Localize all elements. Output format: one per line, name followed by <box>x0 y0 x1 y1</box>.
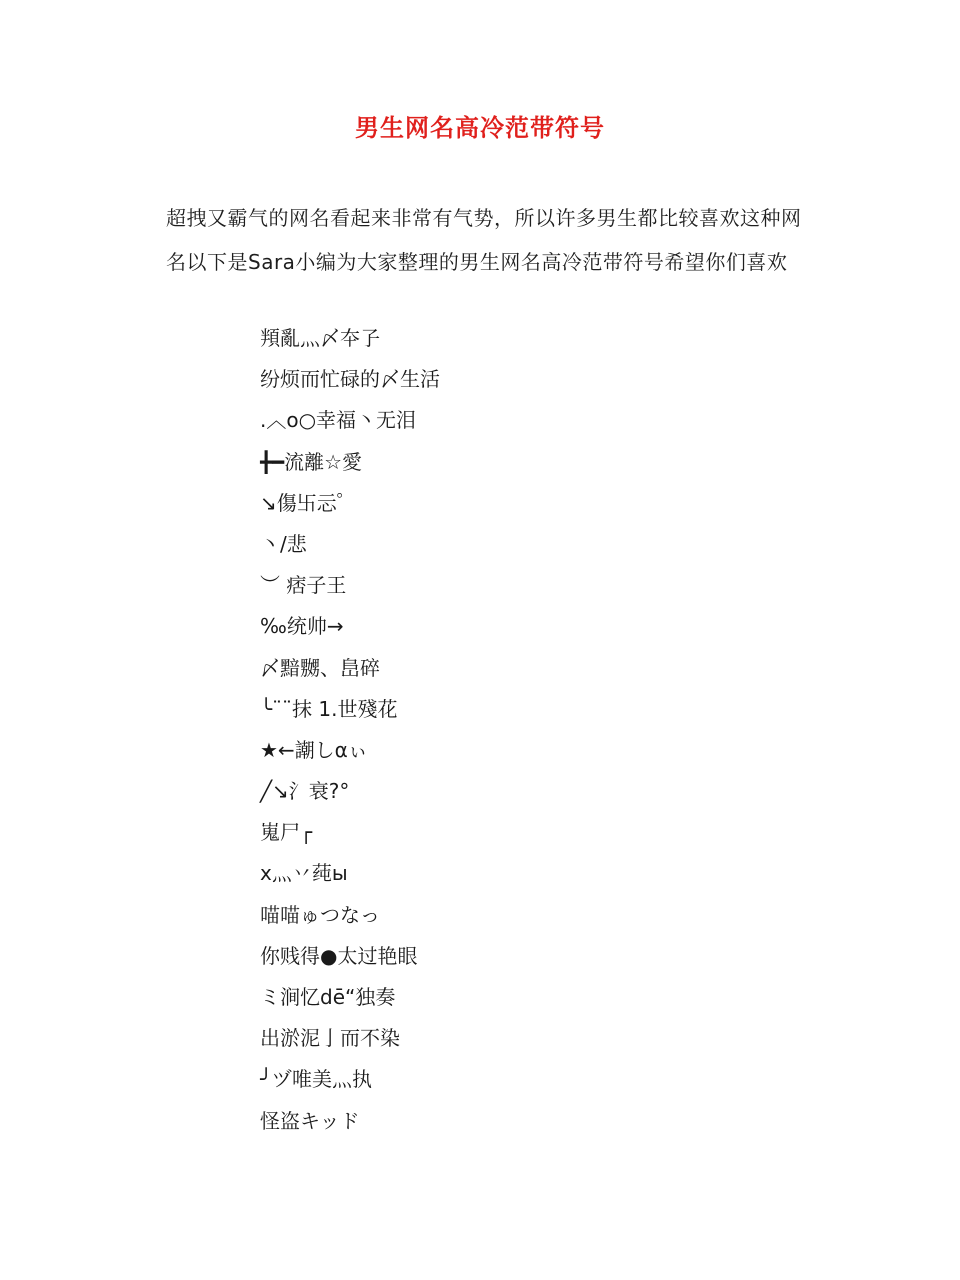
list-item: ╋━流離☆愛 <box>260 449 363 474</box>
list-item: 喵喵ゅつなっ <box>260 902 380 927</box>
list-item: ╰¨¨抹 1.世殘花 <box>260 696 398 721</box>
list-item: ★←謿しαぃ <box>260 737 368 762</box>
list-item: 怪盗キッド <box>260 1108 360 1133</box>
list-item: ミ涧忆dē“独奏 <box>260 985 396 1009</box>
list-item: 你贱得●太过艳眼 <box>260 943 418 968</box>
list-item: 丶/悲 <box>260 531 307 556</box>
list-item: 纷烦而忙碌的〆生活 <box>260 367 440 392</box>
list-item: ‰统帅→ <box>260 614 344 639</box>
list-item: ︶ 痞子王 <box>260 573 347 598</box>
names-list <box>260 318 760 1142</box>
list-item: ↘傷卐忈゜ <box>260 490 357 515</box>
list-item: ╱↘氵衰?° <box>260 779 350 804</box>
list-item: ╯ヅ唯美灬执 <box>260 1067 373 1092</box>
list-item: 嵬尸┌ <box>260 820 313 845</box>
list-item: 頖亂灬〆夲孒 <box>260 326 380 350</box>
list-item: .︿o○幸福丶无泪 <box>260 408 417 433</box>
list-item: x灬丷莼ы <box>260 861 348 886</box>
intro-paragraph: 超拽又霸气的网名看起来非常有气势，所以许多男生都比较喜欢这种网名以下是Sara小编为大家整理的男生网名高冷范带符号希望你们喜欢 <box>166 206 802 274</box>
document-title: 男生网名高冷范带符号 <box>355 113 605 142</box>
list-item: 出淤泥亅而不染 <box>260 1026 400 1051</box>
list-item: 〆黯嬲、峊碎 <box>260 655 380 680</box>
